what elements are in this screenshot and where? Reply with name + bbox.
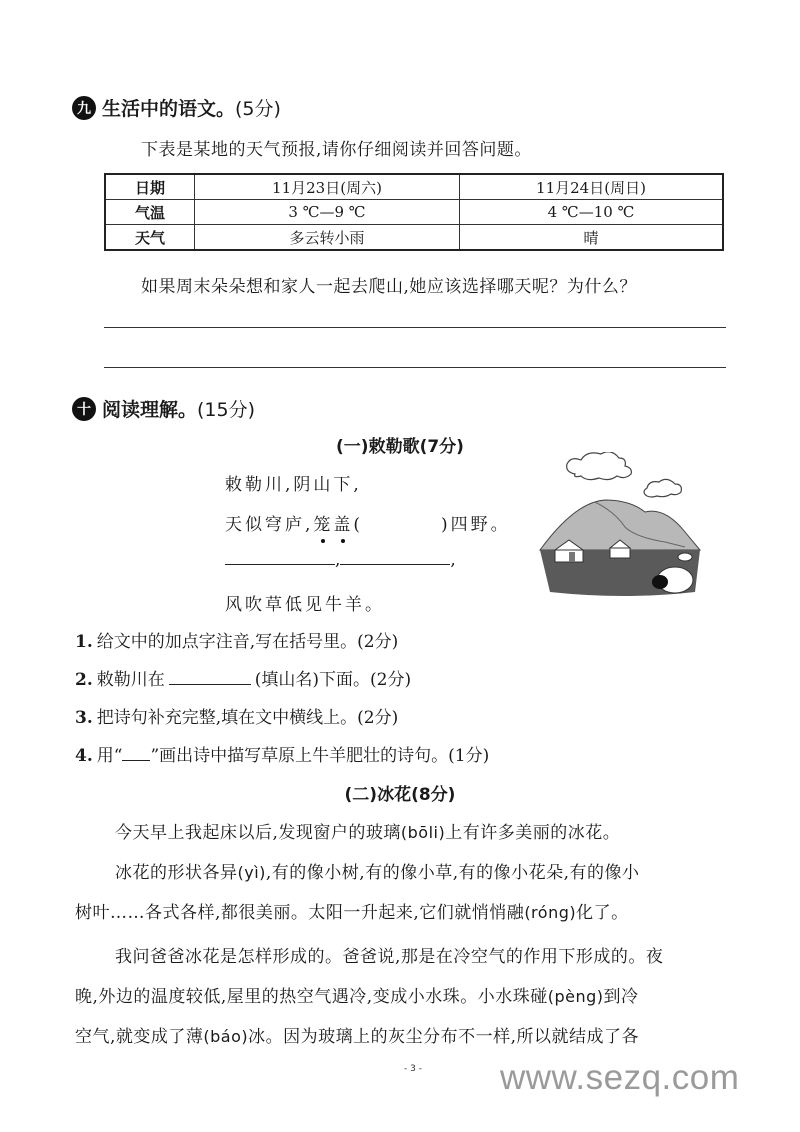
question-1 (75, 627, 398, 652)
section-9-question: 如果周末朵朵想和家人一起去爬山,她应该选择哪天呢？为什么？ (141, 277, 637, 297)
underline-sample (122, 746, 150, 761)
section-score: (5分) (235, 98, 281, 120)
cell-date-day1: 11月23日(周六) (195, 174, 460, 200)
table-row (105, 174, 723, 200)
question-2 (75, 665, 411, 690)
passage-text: 上有许多美丽的冰花。 (445, 823, 621, 843)
passage-text: 我问爸爸冰花是怎样形成的。爸爸说,那是在冷空气的作用下形成的。夜 (115, 947, 664, 967)
answer-line-1[interactable] (104, 327, 726, 328)
dotted-char: 盖 (333, 510, 353, 535)
poem-fill-blank-1[interactable] (225, 550, 335, 565)
question-number: 1. (75, 632, 93, 652)
passage-text: 到冷 (603, 987, 639, 1007)
table-row (105, 200, 723, 225)
cell-weather-day1: 多云转小雨 (195, 225, 460, 251)
question-number: 2. (75, 670, 93, 690)
pinyin: (báo) (203, 1027, 249, 1046)
cell-temp-day2: 4 ℃—10 ℃ (460, 200, 724, 225)
question-number: 4. (75, 746, 93, 766)
poem-line-2 (225, 510, 511, 535)
poem-line-4: 风吹草低见牛羊。 (225, 595, 385, 615)
cell-temp-day1: 3 ℃—9 ℃ (195, 200, 460, 225)
section-title: 阅读理解。 (102, 399, 198, 421)
passage-text: 晚,外边的温度较低,屋里的热空气遇冷,变成小水珠。小水珠碰 (75, 987, 548, 1007)
paren-open: ( (353, 515, 364, 535)
pinyin: (yì) (237, 863, 266, 882)
watermark: www.sezq.com (500, 1058, 740, 1097)
poem-line-3 (225, 550, 456, 570)
question-text: 把诗句补充完整,填在文中横线上。(2分) (96, 708, 399, 728)
comma: , (335, 550, 341, 570)
pinyin: (bōli) (400, 823, 446, 842)
question-4 (75, 741, 489, 766)
passage-line (115, 942, 663, 967)
passage-line (115, 818, 620, 843)
poem-fill-blank-2[interactable] (340, 550, 450, 565)
section-number-badge: 九 (72, 96, 96, 120)
part-2-title: (二)冰花(8分) (344, 785, 456, 805)
passage-text: 树叶……各式各样,都很美丽。太阳一升起来,它们就悄悄融 (75, 903, 525, 923)
passage-text: 化了。 (576, 903, 629, 923)
table-row (105, 225, 723, 251)
pinyin: (róng) (524, 903, 577, 922)
passage-text: ,有的像小树,有的像小草,有的像小花朵,有的像小 (265, 863, 640, 883)
question-text: ”画出诗中描写草原上牛羊肥壮的诗句。(1分) (150, 746, 490, 766)
question-number: 3. (75, 708, 93, 728)
passage-text: 冰。因为玻璃上的灰尘分布不一样,所以就结成了各 (248, 1027, 640, 1047)
passage-text: 今天早上我起床以后,发现窗户的玻璃 (115, 823, 401, 843)
passage-line (75, 1022, 639, 1047)
section-number-badge: 十 (72, 397, 96, 421)
part-1-title: (一)敕勒歌(7分) (336, 437, 464, 457)
passage-text: 空气,就变成了薄 (75, 1027, 204, 1047)
passage-line (115, 858, 640, 883)
dotted-char: 笼 (313, 510, 333, 535)
passage-line (75, 898, 629, 923)
pinyin: (pèng) (547, 987, 604, 1006)
row-header-weather: 天气 (105, 225, 195, 251)
answer-line-2[interactable] (104, 367, 726, 368)
question-3 (75, 703, 398, 728)
question-text: 给文中的加点字注音,写在括号里。(2分) (96, 632, 399, 652)
weather-forecast-table (104, 173, 724, 251)
section-title: 生活中的语文。 (102, 98, 236, 120)
passage-line (75, 982, 639, 1007)
section-score: (15分) (197, 399, 256, 421)
comma: , (450, 550, 456, 570)
section-9-intro: 下表是某地的天气预报,请你仔细阅读并回答问题。 (141, 140, 532, 160)
section-9-heading (72, 94, 281, 121)
poem-text: 天似穹庐, (225, 515, 314, 535)
passage-text: 冰花的形状各异 (115, 863, 238, 883)
page-number: - 3 - (404, 1064, 422, 1074)
section-10-heading (72, 395, 255, 422)
cell-weather-day2: 晴 (460, 225, 724, 251)
mountain-name-blank[interactable] (169, 670, 251, 685)
question-text: (填山名)下面。(2分) (254, 670, 412, 690)
question-text: 敕勒川在 (96, 670, 165, 690)
cell-date-day2: 11月24日(周日) (460, 174, 724, 200)
poem-line-1: 敕勒川,阴山下, (225, 475, 362, 495)
row-header-date: 日期 (105, 174, 195, 200)
grassland-illustration (535, 452, 705, 597)
poem-text: )四野。 (441, 515, 511, 535)
row-header-temperature: 气温 (105, 200, 195, 225)
question-text: 用“ (96, 746, 123, 766)
